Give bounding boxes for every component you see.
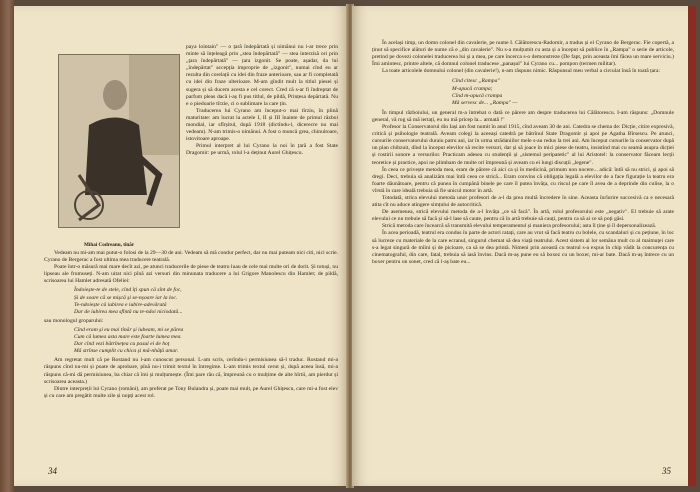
paragraph: În același timp, un domn colonel din cavalerie, pe nume I. Călătorescu-Radomir, a tradus și el Cyrano de Bergerac. Fie copertă, a ținut să specifice alături de nume că e „din cavalerie". Nu s-a mulțumit cu asta și a început să publice în „Rampa" o serie de articole, pretind pe dovezi colonelei traducerea lui și a mea, pe care încerca s-o demonstreze (De fapt, prin aceasta îmi făcea un mare serviciu.) Îmi amintesc, printre altele, că domnul colonel traducese „panașul" lui Cyrano cu... pompon (termen militar). <box>372 40 674 68</box>
verse-line: Îndoiește-te de stele, cînd îți spun că sînt de foc, <box>74 287 182 294</box>
paragraph: Poate într-o măsură mai mare decît azi, pe atunci traducerile de piese de teatru luau de cele mai multe ori de dorit. Și totuși, nu lipseau ale frumuseți. N-am uitat nici pînă azi versuri din minunata traducere a lui Grigore Manolescu din Hamlet; de pildă, scrisoarea lui Hamlet adresată Ofeliei: <box>44 264 338 285</box>
verse-block <box>44 327 338 355</box>
verse-line: Cînd citesc „Rampa" <box>452 78 500 85</box>
verse-line: Cînd m-apucă crampa <box>452 92 503 99</box>
verse-line: Și de soare că se mișcă și se-nșoare iar la loc. <box>74 294 178 301</box>
paragraph: Dintre interpreții lui Cyrano (români), am preferat pe Tony Bulandra și, poate mai mult, pe Aurel Ghițescu, care mi-a fost elev și cu care am pregătit multe zile și nopți acest rol. <box>44 385 338 399</box>
paragraph: Profesor la Conservatorul din Iași am fost numit în anul 1915, cînd aveam 30 de ani. Catedra se chema de: Dicție, citire expresivă, critică și psihologie teatrală. Aveam colegi la aceeași catedră pe bătrînul State Dragomir și apoi pe Agatha Bîrsescu. Pe atunci, cursurile conservatorului duraiu patru ani, iar în urma strădaniilor mele s-au redus la trei ani. Am început cursurile la conservator după un plan chibzuit, dînd la început elevilor să recite versuri, dar și să joace în mici piese de teatru, insistînd mai cu seamă asupra dicției și rostirii sonore a versurilor. Practicam adesea cu studenții și „sistemul peripatetic" al lui Aristotel: la conservator făceam lecții teoretice și practice, apoi ne plimbam de multe ori împreună și aveam cu ei lungi discuții „legene". <box>372 124 674 166</box>
paragraph: Vedeam nu mi-am mai putut-o folosi de la 29—30 de ani. Vedeam să mă condur perfect, dar nu mai puteam nici citi, nici scrie. Cyrano de Bergerac a fost ultima mea traducere teatrală. <box>44 250 339 264</box>
page-number: 34 <box>48 466 57 476</box>
paragraph: paya lointain" — o țară îndepărtată și nimănui nu i-ar trece prin minte să înțeleagă prin „stea îndepărtată" — stea interzisă ori prin „țara îndepărtată" — țara izgonit. Se poate, așadar, da lui „îndepărtat" accepția improprie de „izgonit", numai cînd eu ar rezulta din corelații cu idei din fraze anterioare, sau ar fi completată cu idei din fraze ulterioare. M-am gîndit mult la titlul piesei și sugera și să ducem acesta e cel corect. Cred că s-ar fi îndreptat de parfum pleas dacă i-aș fi pus titlul, de pildă, Prințesa depărtată. Nu e o piedoarie tîrzie, ci o sublimare la care țin. <box>186 44 338 107</box>
right-page <box>352 6 688 486</box>
paragraph: Am regretat mult că pe Rostand nu l-am cunoscut personal. L-am scris, cerîndu-i permisiunea să-l traduc. Rostand mi-a răspuns cînd nu-mi și poate de aprobare, pînă nu-i trimit textul în întregime. L-am trimis textul cerut și, după aceea însă, mi-a răspuns că-mi dă permisiunea, ba chiar că îmi și mulțumește. (Îmi pare rău că, împreună cu o mulțime de alte hîrtii, am pierdut și scrisoarea aceasta.) <box>44 357 338 385</box>
right-column <box>372 40 674 266</box>
verse-line: Mă servesc de... „Rampa" — <box>452 99 518 106</box>
verse-line: Te-ndoiește că iubirea e iubire-adevărată <box>74 301 167 308</box>
portrait-photo <box>58 54 180 228</box>
verse-line: Dar cînd vezi bătrînețea cu pasul ei de hoț <box>74 341 170 348</box>
verse-block <box>44 287 338 315</box>
verse-line: Cînd eram și eu mai tînăr și iubeam, mi se părea <box>74 326 184 333</box>
paragraph: Traducerea lui Cyrano am început-o mai tîrziu, în plină maturitate: am lucrat la actele I, II și III înainte de primul război mondial, iar sfîrșitul, după 1918 (dictîndu-l, dicerecre nu mai vedeam). N-am trimis-o nimănui. A fost o muncă grea, chinuitoare, istovitoare aproape. <box>186 107 338 143</box>
left-top-right-column <box>186 44 338 158</box>
paragraph: Strică metoda care încearcă să transmită elevului temperamentul și maniera profesorului; asta îl ține și îl depersonalizează. <box>382 223 657 230</box>
paragraph: Primul interpret al lui Cyrano la noi în țară a fost State Dragomir: pe urmă, rolul l-a deținut Aurel Ghițescu. <box>186 143 338 157</box>
left-page <box>14 6 348 486</box>
photo-caption: Mihai Codreanu, tînăr <box>84 242 135 248</box>
portrait-figure-icon <box>59 55 179 227</box>
verse-line: Cum că lumea asta mare este foarte lumea mea. <box>74 334 182 341</box>
paragraph: În timpul războiului, un general m-a întrebat o dată ce părere am despre traducerea lui Călătorescu. I-am răspuns: „Domnule general, vă rog să mă iertați, eu nu mă pricep la... armată !" <box>372 109 674 123</box>
verse-line: M-apucă crampa; <box>452 85 493 92</box>
paragraph: sau monologul groparului: <box>44 317 104 324</box>
paragraph: În acea perioadă, teatrul era condus în parte de actori ratați, care au vrut să facă teatru cu bolele, cu scandaluri și cu pețiune, în loc să lucreze cu materiale de la care ecranul, singurul chemat să dea viață teatrului. Acest sistem al lor semăna mult cu al maimuței care s-a legat singură de mîini și de picioare, ca să se dea printă. Nimeni prin această cu teatrul s-a expus în chip vădit la concurența cu cinematograful, din care, fatal, trebuia să iasă învins. Dacă m-aș pune eu să boxez cu un boxer, mi-ar bate. Dacă m-aș întrece cu un boxer pentru un sonet, cred că l-aș bate eu... <box>372 230 674 265</box>
paragraph: Totodată, strica elevului metoda unor profesori de a-l da prea multă încredere în sine. Aceasta înrîurire succesivă ca e necesară atita cît nu aduce atingere simțului de autocritică. <box>372 194 674 209</box>
verse-line: Mă strînse cumplit cu chica și mă-nhăță amar. <box>74 348 179 355</box>
verse-line: Dar de iubirea mea sfîntă nu te-ndoi niciodată... <box>74 308 183 315</box>
book-cover-edge <box>688 6 696 486</box>
left-full-column <box>44 250 338 400</box>
paragraph: În ceea ce privește metoda mea, eram de părere că aici ca și în medicină, primum non nocere... adică: întîi să nu strici, și apoi să dregi. Deci, trebuia să analizăm mai întîi ceea ce strică... Eram convins că obligația legală a elevilor de a face figurație la teatru era foarte dăunătoare, pentru că punea în cumpănă binele pe care îl putea învăța, cu riscul pe care îl avea de a deprinde din culise, la o vîrstă în care ideală trebuia să fie unicul motor în artă. <box>372 166 674 194</box>
page-number: 35 <box>662 466 671 476</box>
paragraph: De asemenea, strică elevului metoda de a-l învăța „ce să facă". În artă, rolul profesorului este „negativ". El trebuie să arate elevului ce nu trebuie să facă și să-l lase să caute, pentru că în artă trebuie să cauți, pentru ca să ai ce să poți găsi. <box>372 209 674 223</box>
paragraph: La toate articolele domnului colonel (din cavalerie!), n-am răspuns nimic. Răspunsul meu verbal a circulat însă în toată țara: <box>382 68 661 75</box>
verse-block <box>372 78 674 106</box>
